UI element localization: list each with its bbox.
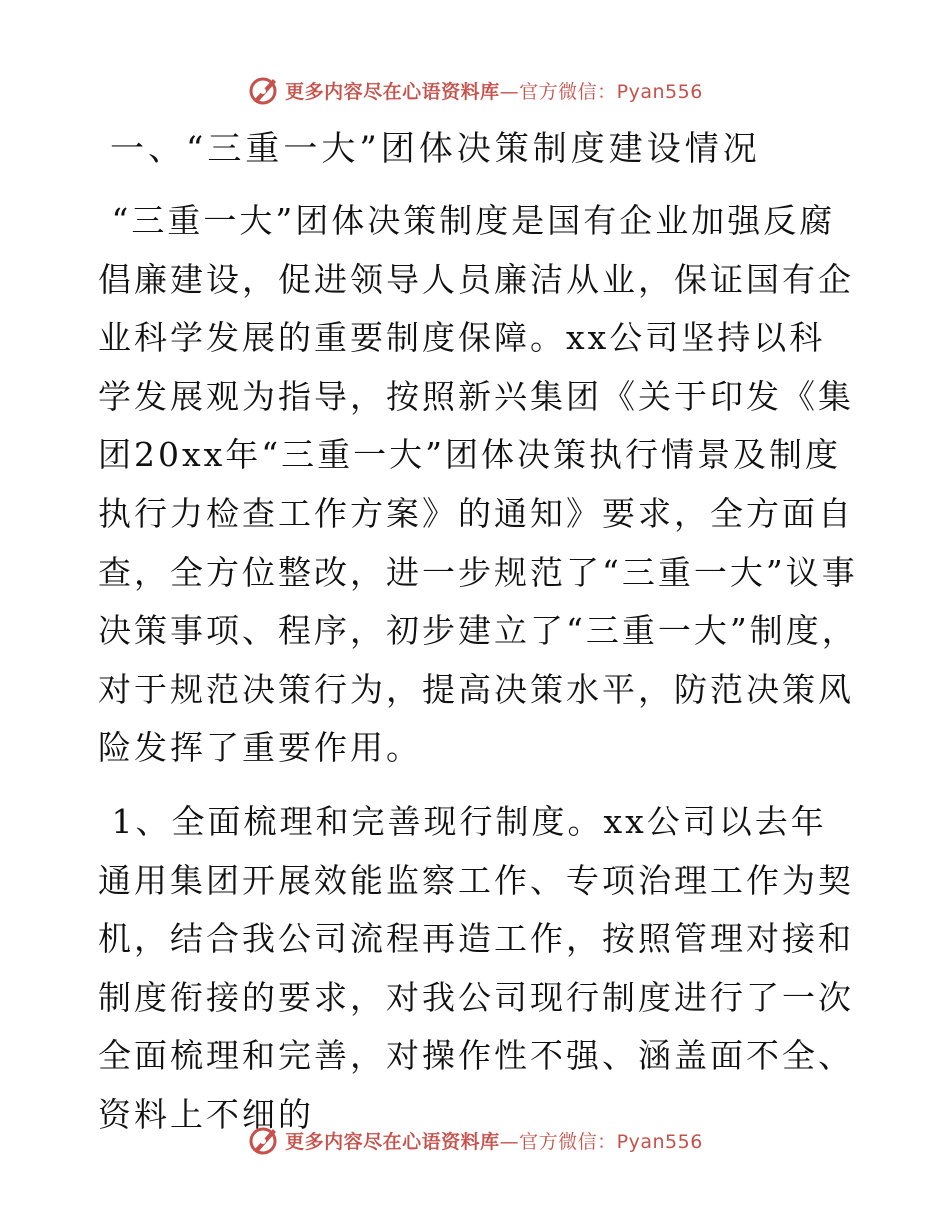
watermark-text bbox=[285, 1127, 703, 1154]
paragraph-intro: “三重一大”团体决策制度是国有企业加强反腐倡廉建设，促进领导人员廉洁从业，保证国有企业科学发展的重要制度保障。xx公司坚持以科学发展观为指导，按照新兴集团《关于印发《集团20xx年“三重一大”团体决策执行情景及制度执行力检查工作方案》的通知》要求，全方面自查，全方位整改，进一步规范了“三重一大”议事决策事项、程序，初步建立了“三重一大”制度，对于规范决策行为，提高决策水平，防范决策风险发挥了重要作用。 bbox=[98, 201, 858, 768]
watermark-text bbox=[285, 77, 703, 104]
watermark-main-text: 更多内容尽在心语资料库 bbox=[285, 80, 500, 103]
paragraph-item-1: 1、全面梳理和完善现行制度。xx公司以去年通用集团开展效能监察工作、专项治理工作为契机，结合我公司流程再造工作，按照管理对接和制度衔接的要求，对我公司现行制度进行了一次全面梳理和完善，对操作性不强、涵盖面不全、资料上不细的 bbox=[98, 802, 854, 1134]
watermark-main-text: 更多内容尽在心语资料库 bbox=[285, 1130, 500, 1153]
watermark-banner-top bbox=[0, 68, 950, 112]
watermark-sub-text: —官方微信：Pyan556 bbox=[499, 1130, 703, 1153]
quill-logo-icon bbox=[247, 73, 281, 107]
watermark-sub-text: —官方微信：Pyan556 bbox=[499, 80, 703, 103]
section-heading: 一、“三重一大”团体决策制度建设情况 bbox=[110, 129, 761, 169]
watermark-banner-bottom bbox=[0, 1118, 950, 1162]
quill-logo-icon bbox=[247, 1123, 281, 1157]
